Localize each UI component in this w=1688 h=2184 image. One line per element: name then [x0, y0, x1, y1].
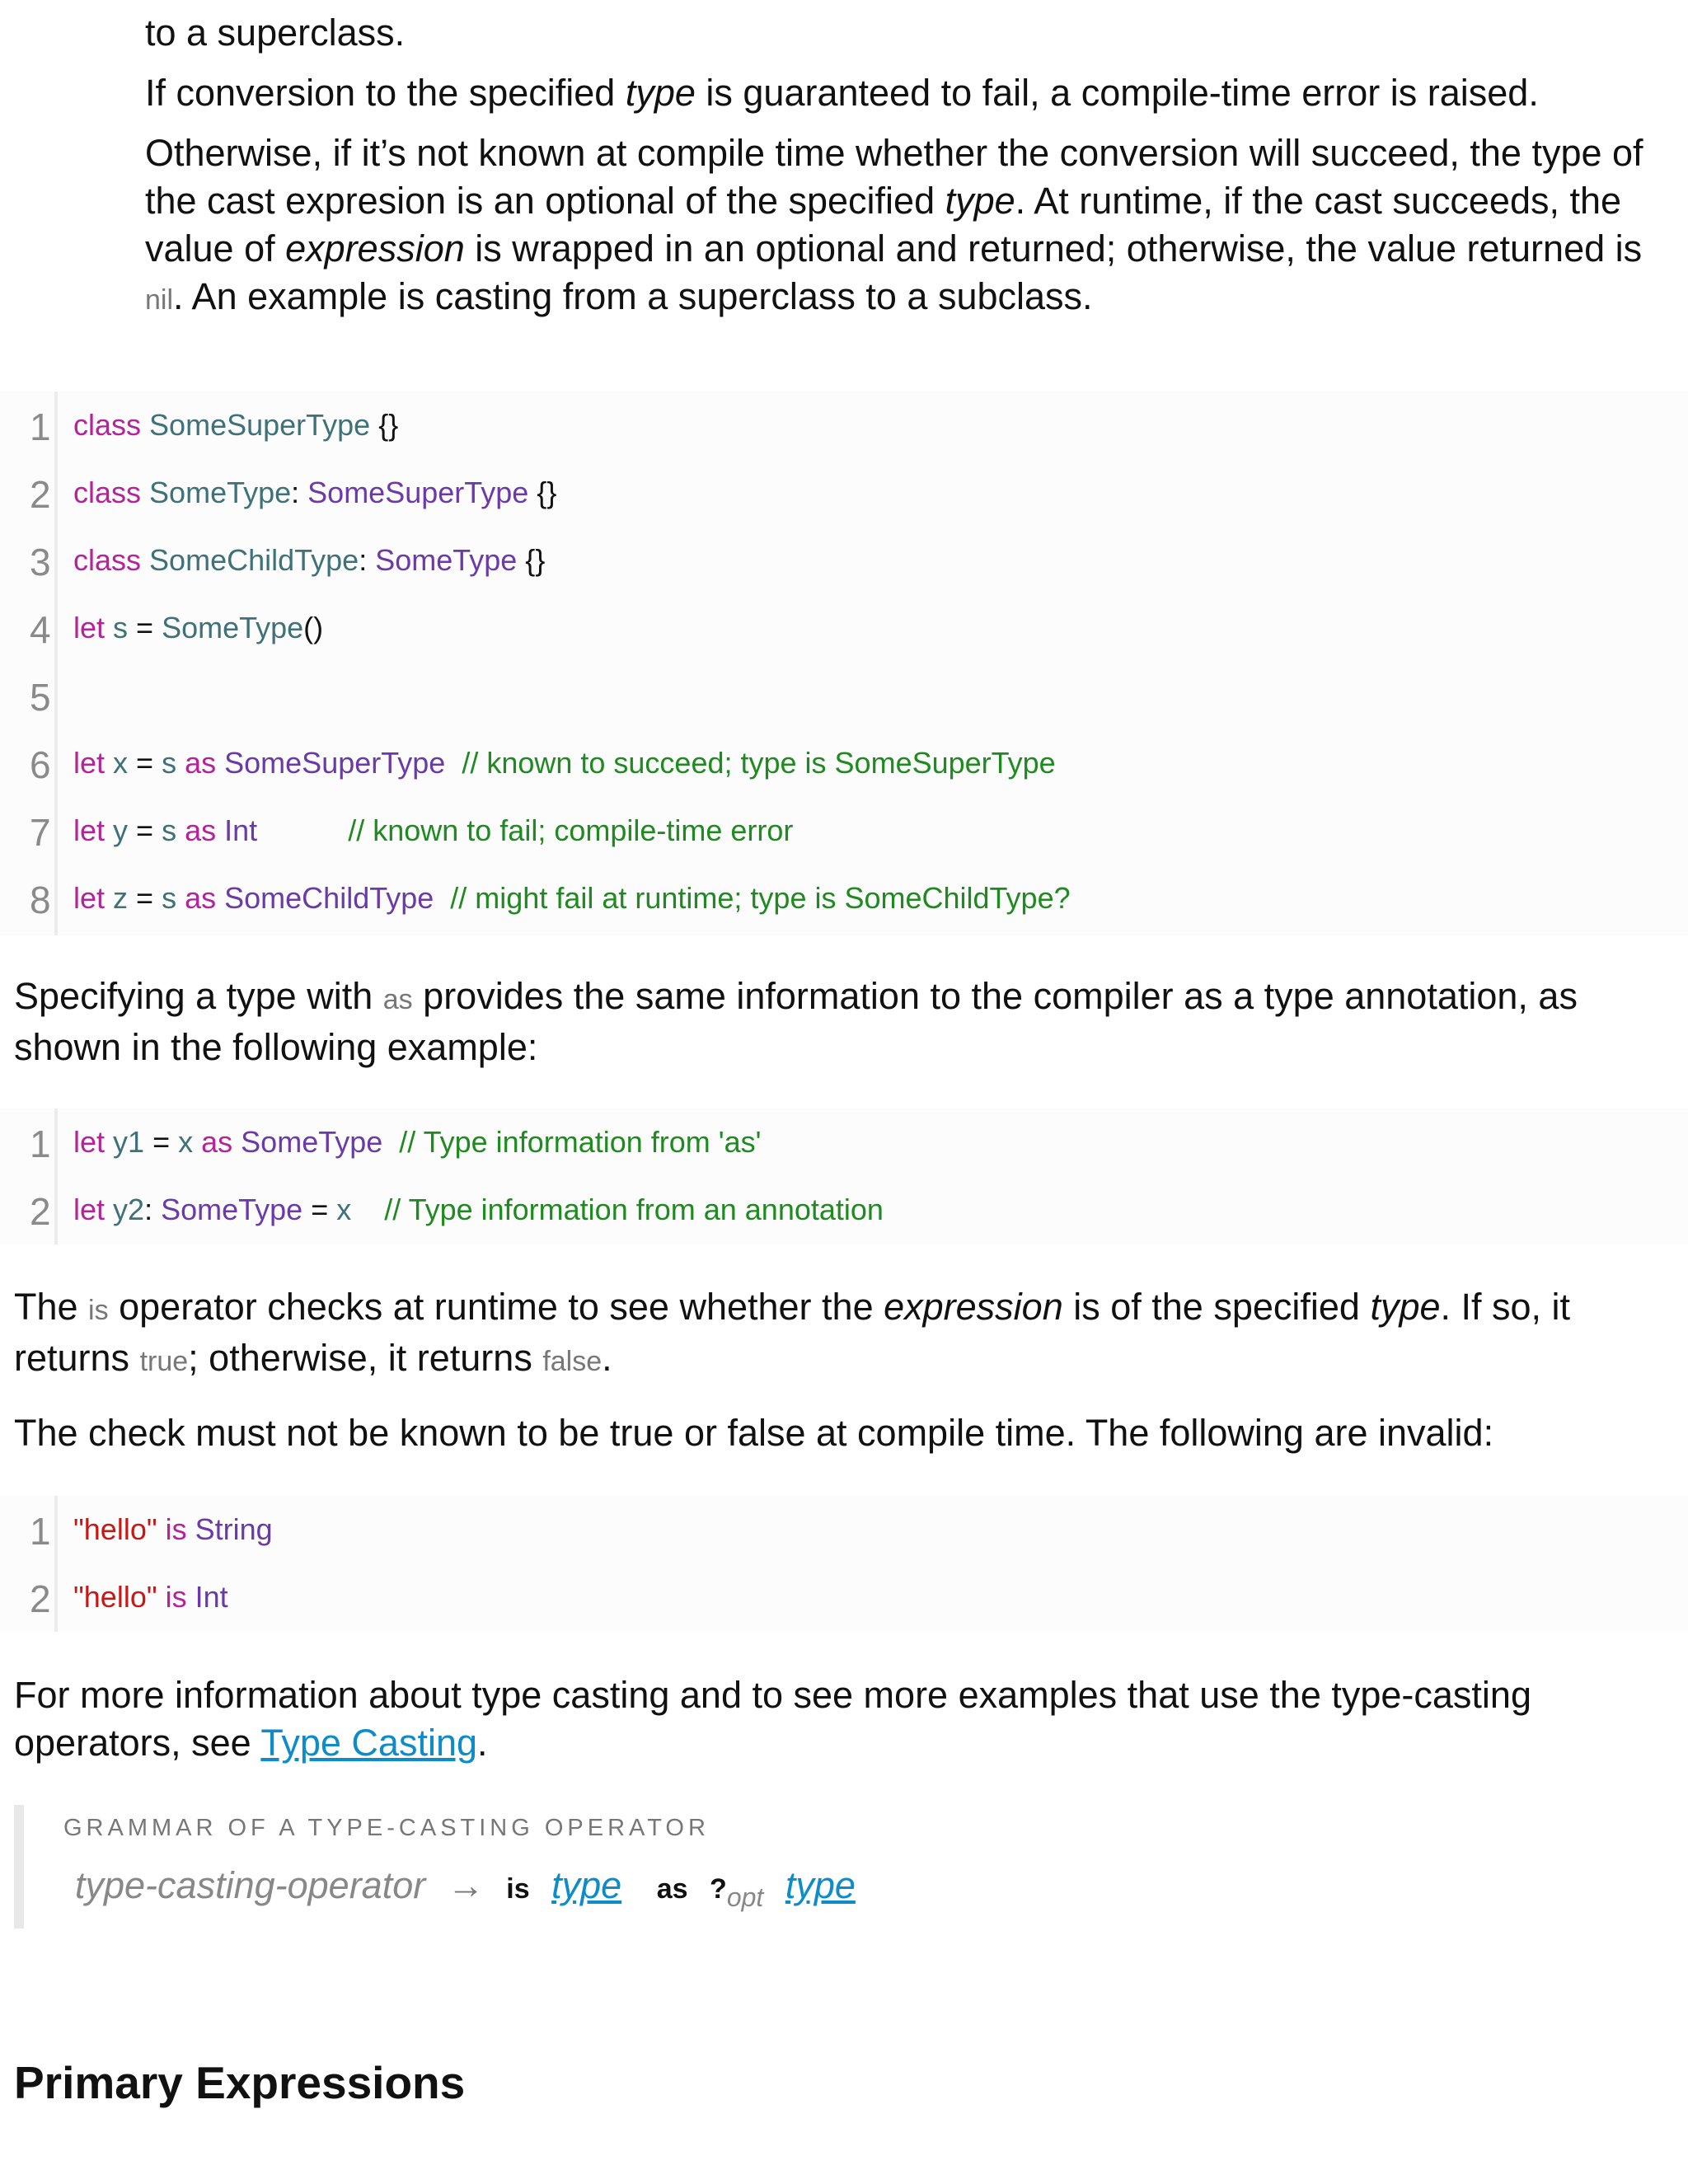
inline-code: as [382, 984, 413, 1015]
code-line [73, 1193, 884, 1227]
keyword-as: as [656, 1873, 688, 1905]
text: ; otherwise, it returns [188, 1337, 543, 1379]
text: . [602, 1337, 612, 1379]
paragraph-optional [145, 129, 1653, 324]
code-token: // Type information from 'as' [399, 1125, 762, 1159]
code-token: let [73, 813, 106, 847]
code-token [434, 881, 450, 915]
line-number: 4 [30, 608, 51, 651]
type-link[interactable]: type [551, 1864, 622, 1906]
emphasis: type [625, 72, 696, 114]
code-token: SomeSuperType [149, 408, 371, 442]
code-token: SomeChildType [224, 881, 434, 915]
arrow-icon: → [447, 1864, 485, 1906]
code-token: {} [528, 476, 557, 509]
code-token [105, 1193, 113, 1226]
code-token: x [336, 1193, 352, 1226]
code-token: SomeType [375, 543, 518, 577]
code-block-invalid [0, 1496, 1688, 1632]
code-token [176, 881, 185, 915]
code-token: {} [370, 408, 399, 442]
paragraph-fail [145, 69, 1653, 117]
code-token [157, 1512, 166, 1546]
code-token [176, 813, 185, 847]
code-token: let [73, 1193, 106, 1226]
line-number: 6 [30, 743, 51, 786]
code-token: = [128, 746, 162, 780]
text: The [14, 1286, 89, 1328]
code-token: "hello" [73, 1512, 157, 1546]
paragraph-more-info [14, 1671, 1671, 1767]
inline-code: is [88, 1295, 109, 1326]
code-token: s [162, 881, 177, 915]
code-token: x [178, 1125, 194, 1159]
text: . [477, 1722, 488, 1764]
code-token: y [113, 813, 129, 847]
code-token [257, 813, 348, 847]
text: . If so, it returns [14, 1286, 1571, 1379]
grammar-heading: GRAMMAR OF A TYPE-CASTING OPERATOR [63, 1815, 710, 1841]
code-line [73, 1512, 273, 1547]
code-token: s [162, 746, 177, 780]
code-token: SomeSuperType [307, 476, 529, 509]
code-token [193, 1125, 201, 1159]
optional-marker: opt [726, 1882, 764, 1912]
line-number: 2 [30, 1190, 51, 1233]
code-token: String [195, 1512, 273, 1546]
code-token: Int [195, 1580, 228, 1614]
grammar-box [14, 1805, 1681, 1929]
code-token: : [144, 1193, 162, 1226]
code-token: = [144, 1125, 179, 1159]
text: If conversion to the specified [145, 72, 626, 114]
code-token: = [128, 813, 162, 847]
code-line [73, 611, 323, 645]
code-token [232, 1125, 241, 1159]
grammar-lhs: type-casting-operator [75, 1864, 426, 1906]
inline-code: true [139, 1346, 189, 1377]
line-number: 3 [30, 541, 51, 583]
code-token [216, 746, 224, 780]
emphasis: type [945, 180, 1015, 222]
code-token: as [185, 813, 217, 847]
code-token: x [113, 746, 129, 780]
code-token: // Type information from an annotation [384, 1193, 884, 1226]
code-line [73, 408, 398, 443]
code-block-annotation [0, 1108, 1688, 1244]
code-token: SomeType [241, 1125, 383, 1159]
keyword-is: is [506, 1873, 530, 1905]
code-line [73, 746, 1056, 780]
text: provides the same information to the compiler as a type annotation, as shown in the following example: [14, 975, 1578, 1068]
code-token: SomeChildType [149, 543, 359, 577]
emphasis: expression [884, 1286, 1063, 1328]
line-number: 2 [30, 1577, 51, 1620]
code-token: is [165, 1512, 187, 1546]
paragraph-continuation: to a superclass. [145, 12, 406, 54]
code-token: let [73, 746, 106, 780]
paragraph-is-operator [14, 1283, 1671, 1385]
code-token [105, 746, 113, 780]
section-heading: Primary Expressions [14, 2057, 466, 2108]
text: is of the specified [1062, 1286, 1371, 1328]
code-token: // might fail at runtime; type is SomeChildType? [450, 881, 1071, 915]
text: is guaranteed to fail, a compile-time error is raised. [695, 72, 1539, 114]
code-token: y2 [113, 1193, 145, 1226]
code-token: is [165, 1580, 187, 1614]
code-token: y1 [113, 1125, 145, 1159]
code-token: s [162, 813, 177, 847]
code-token: "hello" [73, 1580, 157, 1614]
code-token: = [128, 881, 162, 915]
code-token: // known to succeed; type is SomeSuperType [462, 746, 1056, 780]
line-number: 1 [30, 1122, 51, 1165]
code-token [187, 1580, 195, 1614]
text: . At runtime, if the cast succeeds, the value of [145, 180, 1622, 269]
code-token: SomeType [149, 476, 292, 509]
code-token [157, 1580, 166, 1614]
code-token: = [302, 1193, 337, 1226]
code-token: as [185, 746, 217, 780]
code-token [176, 746, 185, 780]
text: Otherwise, if it’s not known at compile time whether the conversion will succeed, the type of the cast expresion is an optional of the specified [145, 132, 1643, 222]
code-token: // known to fail; compile-time error [348, 813, 794, 847]
code-token: SomeType [162, 611, 304, 644]
code-token: {} [517, 543, 546, 577]
grammar-production [75, 1864, 856, 1913]
text: . An example is casting from a superclass to a subclass. [173, 275, 1093, 317]
code-token [351, 1193, 384, 1226]
code-token: SomeSuperType [224, 746, 446, 780]
code-token: z [113, 881, 129, 915]
code-token [141, 476, 149, 509]
code-token: class [73, 543, 142, 577]
text: is wrapped in an optional and returned; otherwise, the value returned is [464, 227, 1643, 269]
type-link[interactable]: type [785, 1864, 856, 1906]
code-token: : [291, 476, 308, 509]
code-token: = [128, 611, 162, 644]
inline-code: nil [145, 284, 174, 316]
code-token [141, 408, 149, 442]
code-token [382, 1125, 399, 1159]
paragraph-specifying [14, 972, 1671, 1071]
code-token: SomeType [161, 1193, 303, 1226]
line-number: 8 [30, 879, 51, 921]
code-token: let [73, 611, 106, 644]
question-mark: ? [710, 1873, 727, 1905]
code-line [73, 543, 545, 578]
code-token: class [73, 408, 142, 442]
code-line [73, 1125, 762, 1160]
type-casting-link[interactable]: Type Casting [260, 1722, 477, 1764]
code-token [141, 543, 149, 577]
code-line [73, 1580, 228, 1615]
code-line [73, 813, 793, 848]
code-token [105, 881, 113, 915]
code-token: as [201, 1125, 233, 1159]
code-token [216, 813, 224, 847]
code-token [105, 1125, 113, 1159]
code-token: : [359, 543, 376, 577]
code-token [105, 611, 113, 644]
code-token: let [73, 881, 106, 915]
code-token: () [303, 611, 324, 644]
code-token: s [113, 611, 129, 644]
code-token [187, 1512, 195, 1546]
line-number: 2 [30, 473, 51, 516]
line-number: 5 [30, 676, 51, 719]
text: operator checks at runtime to see whether the [108, 1286, 884, 1328]
code-line [73, 881, 1071, 916]
text: For more information about type casting and to see more examples that use the type-casting operators, see [14, 1674, 1531, 1764]
emphasis: type [1370, 1286, 1441, 1328]
line-number: 1 [30, 1510, 51, 1553]
code-line [73, 476, 556, 510]
code-token: let [73, 1125, 106, 1159]
paragraph-check: The check must not be known to be true or false at compile time. The following are invalid: [14, 1412, 1494, 1454]
line-number: 1 [30, 405, 51, 448]
code-token [105, 813, 113, 847]
code-block-cast [0, 391, 1688, 935]
line-number: 7 [30, 811, 51, 854]
code-token [216, 881, 224, 915]
code-token: as [185, 881, 217, 915]
code-token [445, 746, 462, 780]
code-token: Int [224, 813, 258, 847]
code-token: class [73, 476, 142, 509]
emphasis: expression [285, 227, 465, 269]
text: Specifying a type with [14, 975, 383, 1017]
inline-code: false [542, 1346, 603, 1377]
